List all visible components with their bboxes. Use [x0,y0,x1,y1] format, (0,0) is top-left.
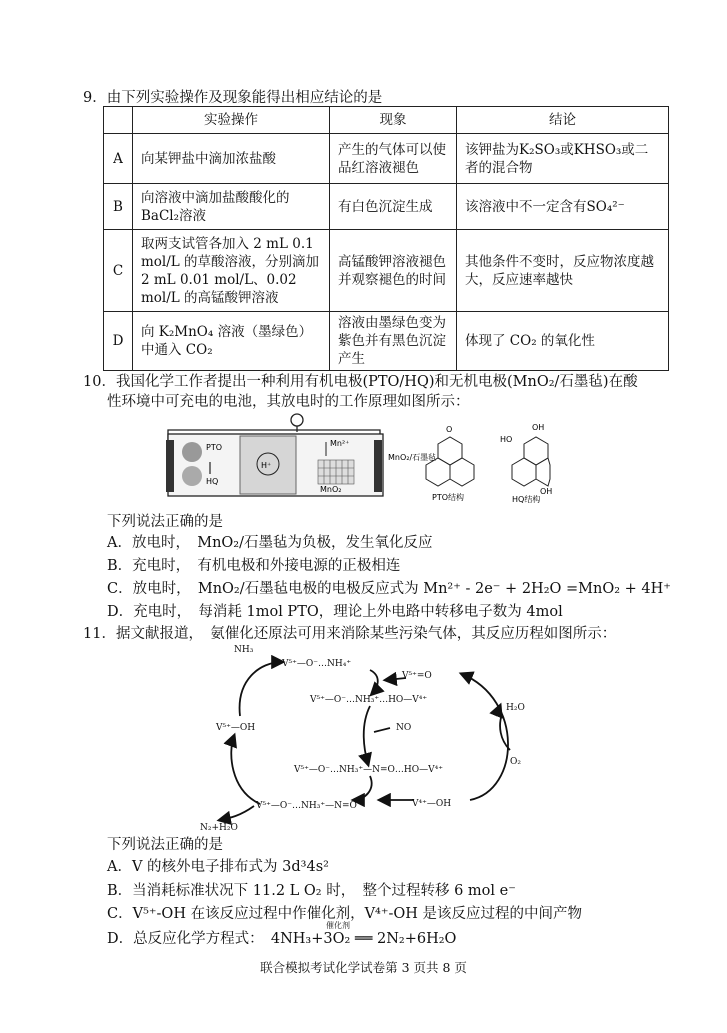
q10-option-a: A．放电时， MnO₂/石墨毡为负极，发生氧化反应 [107,535,433,551]
q10-title-line2: 性环境中可充电的电池，其放电时的工作原理如图所示： [107,394,470,410]
row-operation: 向溶液中滴加盐酸酸化的BaCl₂溶液 [133,184,330,230]
mech-s2: V⁵⁺=O [402,671,432,681]
q11-stem: 下列说法正确的是 [107,837,223,853]
row-phenomenon: 高锰酸钾溶液褪色并观察褪色的时间 [330,230,457,312]
mechanism-figure [200,640,540,832]
mech-nh3: NH₃ [234,645,254,655]
fig-hq-ho: HO [500,435,513,444]
q10-option-b: B．充电时， 有机电极和外接电源的正极相连 [107,558,401,574]
lightbulb-icon [291,414,303,432]
table-row [104,312,669,371]
q10-stem: 下列说法正确的是 [107,514,223,530]
q10-option-c: C．放电时， MnO₂/石墨毡电极的电极反应式为 Mn²⁺ - 2e⁻ + 2H₂O =MnO₂ + 4H⁺ [107,581,671,597]
q10-title-line1: 10．我国化学工作者提出一种利用有机电极(PTO/HQ)和无机电极(MnO₂/石墨毡)在酸 [83,374,638,390]
row-label: D [104,312,133,371]
row-conclusion: 该钾盐为K₂SO₃或KHSO₃或二者的混合物 [457,134,669,184]
mno2-grid [318,460,354,484]
header-blank [104,107,133,134]
row-label: A [104,134,133,184]
mech-o2: O₂ [510,757,521,767]
fig-hq-oh-bottom: OH [540,487,553,496]
table-header-row [104,107,669,134]
experiment-table [103,106,669,371]
q11-option-d: D．总反应化学方程式： 4NH₃+3O₂ ══ 2N₂+6H₂O [107,931,457,947]
fig-pto-o: O [446,425,453,434]
row-phenomenon: 产生的气体可以使品红溶液褪色 [330,134,457,184]
table-row [104,184,669,230]
fig-hq: HQ [206,477,219,486]
page-footer: 联合模拟考试化学试卷第 3 页共 8 页 [260,960,467,975]
q10-option-d: D．充电时， 每消耗 1mol PTO，理论上外电路中转移电子数为 4mol [107,604,563,620]
table-row [104,134,669,184]
fig-mn: Mn²⁺ [330,439,350,448]
mech-s5: V⁵⁺—OH [216,723,256,733]
q9-title: 9．由下列实验操作及现象能得出相应结论的是 [83,90,383,106]
row-conclusion: 其他条件不变时，反应物浓度越大，反应速率越快 [457,230,669,312]
header-conclusion: 结论 [457,107,669,134]
q11-option-a: A．V 的核外电子排布式为 3d³4s² [107,859,329,875]
fig-hplus: H⁺ [261,461,272,470]
fig-pto-struct: PTO结构 [432,493,465,502]
fig-hq-struct: HQ结构 [512,495,541,504]
mech-s6: V⁵⁺—O⁻…NH₃⁺—N=O [256,801,357,811]
row-operation: 向某钾盐中滴加浓盐酸 [133,134,330,184]
mech-no: NO [396,723,412,733]
mech-s4: V⁵⁺—O⁻…NH₃⁺—N=O…HO—V⁴⁺ [294,765,443,775]
header-operation: 实验操作 [133,107,330,134]
fig-pto: PTO [206,443,223,452]
row-conclusion: 该溶液中不一定含有SO₄²⁻ [457,184,669,230]
table-row [104,230,669,312]
q11-option-c: C．V⁵⁺-OH 在该反应过程中作催化剂，V⁴⁺-OH 是该反应过程的中间产物 [107,906,583,922]
row-phenomenon: 有白色沉淀生成 [330,184,457,230]
fig-electrode: MnO₂/石墨毡 [388,453,437,462]
fig-hq-oh-top: OH [532,423,545,432]
mech-n2h2o: N₂+H₂O [200,823,238,832]
row-operation: 向 K₂MnO₄ 溶液（墨绿色）中通入 CO₂ [133,312,330,371]
mech-s3: V⁵⁺—O⁻…NH₃⁺…HO—V⁴⁺ [310,695,428,705]
hq-structure [512,437,550,486]
catalyst-label: 催化剂 [326,921,350,930]
row-operation: 取两支试管各加入 2 mL 0.1 mol/L 的草酸溶液，分别滴加 2 mL 0.01 mol/L、0.02 mol/L 的高锰酸钾溶液 [133,230,330,312]
row-label: C [104,230,133,312]
row-conclusion: 体现了 CO₂ 的氧化性 [457,312,669,371]
fig-mno2: MnO₂ [320,485,342,494]
battery-figure [160,412,560,504]
q11-title: 11．据文献报道， 氨催化还原法可用来消除某些污染气体，其反应历程如图所示： [83,626,617,642]
row-label: B [104,184,133,230]
mech-h2o: H₂O [506,703,525,713]
mech-s1: V⁵⁺—O⁻…NH₄⁺ [282,659,352,669]
row-phenomenon: 溶液由墨绿色变为紫色并有黑色沉淀产生 [330,312,457,371]
mech-s7: V⁴⁺—OH [412,799,452,809]
header-phenomenon: 现象 [330,107,457,134]
q11-option-b: B．当消耗标准状况下 11.2 L O₂ 时， 整个过程转移 6 mol e⁻ [107,883,516,899]
